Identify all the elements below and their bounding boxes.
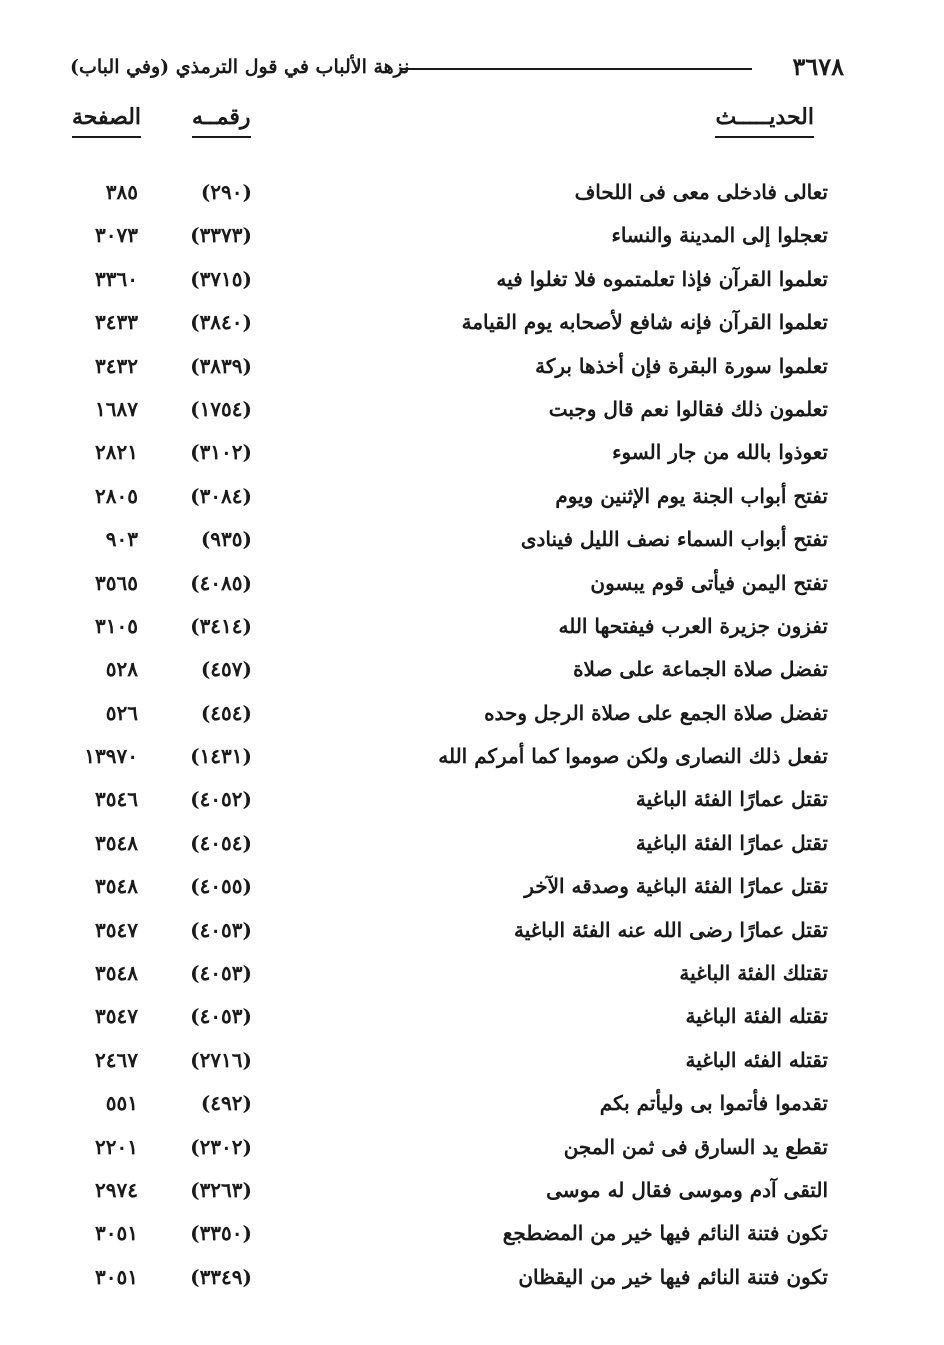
index-entry xyxy=(0,693,944,736)
hadith-number: (٣٧١٥) xyxy=(190,266,252,291)
hadith-text: تكون فتنة النائم فيها خير من اليقظان xyxy=(518,1264,828,1289)
page-reference: ١٦٨٧ xyxy=(95,396,138,421)
page-reference: ٣٣٦٠ xyxy=(95,266,138,291)
hadith-number: (٢٧١٦) xyxy=(190,1047,252,1072)
page-reference: ٢٨٢١ xyxy=(95,440,138,465)
hadith-text: تعلموا سورة البقرة فإن أخذها بركة xyxy=(535,353,828,378)
hadith-index-list xyxy=(0,172,944,1300)
page-reference: ٣٥٤٨ xyxy=(95,874,138,899)
hadith-text: تقتل عمارًا رضى الله عنه الفئة الباغية xyxy=(514,917,828,942)
hadith-text: تفتح اليمن فيأتى قوم يبسون xyxy=(590,570,828,595)
hadith-text: تقتل عمارًا الفئة الباغية xyxy=(635,830,828,855)
index-entry xyxy=(0,432,944,475)
hadith-number: (١٧٥٤) xyxy=(190,396,252,421)
hadith-number: (٤٠٥٥) xyxy=(190,874,252,899)
hadith-number: (٣٣٥٠) xyxy=(190,1221,252,1246)
hadith-text: تفعل ذلك النصارى ولكن صوموا كما أمركم الله xyxy=(438,744,828,769)
hadith-text: تقطع يد السارق فى ثمن المجن xyxy=(563,1134,828,1159)
index-entry xyxy=(0,823,944,866)
index-entry xyxy=(0,563,944,606)
hadith-number: (٤٠٥٣) xyxy=(190,917,252,942)
page-reference: ٣٤٣٣ xyxy=(95,310,138,335)
hadith-number: (٤٠٨٥) xyxy=(190,570,252,595)
header-title: نزهة الألباب في قول الترمذي (وفي الباب) xyxy=(70,56,410,78)
hadith-text: تفتح أبواب الجنة يوم الإثنين ويوم xyxy=(555,483,828,508)
index-entry xyxy=(0,389,944,432)
index-entry xyxy=(0,779,944,822)
hadith-number: (٤٩٢) xyxy=(200,1091,252,1116)
hadith-text: تفضل صلاة الجمع على صلاة الرجل وحده xyxy=(484,700,828,725)
hadith-number: (٣٨٤٠) xyxy=(190,310,252,335)
index-entry xyxy=(0,346,944,389)
hadith-text: تقتلك الفئة الباغية xyxy=(679,961,828,986)
page-reference: ٣٥٦٥ xyxy=(95,570,138,595)
index-entry xyxy=(0,866,944,909)
running-header xyxy=(70,52,844,88)
hadith-text: تكون فتنة النائم فيها خير من المضطجع xyxy=(502,1221,828,1246)
hadith-number: (٤٥٤) xyxy=(200,700,252,725)
page-reference: ٣٤٣٢ xyxy=(95,353,138,378)
page-reference: ٣٥٤٧ xyxy=(95,1004,138,1029)
index-entry xyxy=(0,1257,944,1300)
hadith-number: (٣٨٣٩) xyxy=(190,353,252,378)
column-header-page xyxy=(72,104,141,138)
hadith-number: (٣٢٦٣) xyxy=(190,1177,252,1202)
hadith-number: (٣٣٤٩) xyxy=(190,1264,252,1289)
page-reference: ٣١٠٥ xyxy=(95,613,138,638)
page-reference: ٣٥٤٨ xyxy=(95,961,138,986)
page-reference: ٥٢٦ xyxy=(105,700,138,725)
column-header-hadith-label: الحديـــــث xyxy=(715,104,814,138)
hadith-number: (٤٠٥٤) xyxy=(190,830,252,855)
column-header-hadith xyxy=(715,104,814,138)
hadith-text: تعوذوا بالله من جار السوء xyxy=(612,440,828,465)
header-rule xyxy=(400,68,752,70)
hadith-text: تعلمون ذلك فقالوا نعم قال وجبت xyxy=(548,396,828,421)
hadith-number: (٤٠٥٣) xyxy=(190,961,252,986)
index-entry xyxy=(0,649,944,692)
hadith-text: تعلموا القرآن فإنه شافع لأصحابه يوم القيامة xyxy=(461,310,828,335)
column-header-page-label: الصفحة xyxy=(72,104,141,138)
index-entry xyxy=(0,1040,944,1083)
index-entry xyxy=(0,215,944,258)
index-entry xyxy=(0,1127,944,1170)
hadith-number: (٢٣٠٢) xyxy=(190,1134,252,1159)
hadith-text: تفزون جزيرة العرب فيفتحها الله xyxy=(558,613,828,638)
hadith-number: (٣٠٨٤) xyxy=(190,483,252,508)
hadith-text: تقدموا فأتموا بى وليأتم بكم xyxy=(599,1091,828,1116)
page-reference: ٣٠٥١ xyxy=(95,1221,138,1246)
index-entry xyxy=(0,996,944,1039)
hadith-text: تعلموا القرآن فإذا تعلمتموه فلا تغلوا فيه xyxy=(496,266,828,291)
page-reference: ٢٤٦٧ xyxy=(95,1047,138,1072)
hadith-text: تفتح أبواب السماء نصف الليل فينادى xyxy=(520,527,828,552)
index-entry xyxy=(0,172,944,215)
page-reference: ٣٥٤٨ xyxy=(95,830,138,855)
index-entry xyxy=(0,1213,944,1256)
column-header-number-label: رقمــه xyxy=(192,104,251,138)
hadith-number: (٢٩٠) xyxy=(200,180,252,204)
hadith-text: تعجلوا إلى المدينة والنساء xyxy=(611,223,828,248)
page-reference: ٢٩٧٤ xyxy=(95,1177,138,1202)
hadith-text: تقتله الفئه الباغية xyxy=(685,1047,828,1072)
index-entry xyxy=(0,302,944,345)
hadith-number: (٤٥٧) xyxy=(200,657,252,682)
index-entry xyxy=(0,1083,944,1126)
hadith-text: تقتل عمارًا الفئة الباغية وصدقه الآخر xyxy=(524,874,828,899)
index-entry xyxy=(0,736,944,779)
index-entry xyxy=(0,1170,944,1213)
page-reference: ٥٥١ xyxy=(105,1091,138,1116)
hadith-number: (٤٠٥٢) xyxy=(190,787,252,812)
page-reference: ٣٨٥ xyxy=(105,180,138,204)
index-entry xyxy=(0,519,944,562)
index-entry xyxy=(0,910,944,953)
hadith-number: (٣٣٧٣) xyxy=(190,223,252,248)
hadith-number: (٣٤١٤) xyxy=(190,613,252,638)
index-entry xyxy=(0,476,944,519)
hadith-text: تقتل عمارًا الفئة الباغية xyxy=(635,787,828,812)
column-header-number xyxy=(192,104,251,138)
hadith-text: تقتله الفئة الباغية xyxy=(685,1004,828,1029)
hadith-text: تفضل صلاة الجماعة على صلاة xyxy=(573,657,828,682)
page-reference: ٩٠٣ xyxy=(105,527,138,552)
page-reference: ١٣٩٧٠ xyxy=(84,744,138,769)
hadith-text: التقى آدم وموسى فقال له موسى xyxy=(546,1177,828,1202)
index-entry xyxy=(0,953,944,996)
hadith-number: (١٤٣١) xyxy=(190,744,252,769)
page-number: ٣٦٧٨ xyxy=(792,52,844,81)
hadith-number: (٩٣٥) xyxy=(200,527,252,552)
page-reference: ٥٢٨ xyxy=(105,657,138,682)
page-reference: ٢٢٠١ xyxy=(95,1134,138,1159)
hadith-number: (٤٠٥٣) xyxy=(190,1004,252,1029)
page-reference: ٣٥٤٧ xyxy=(95,917,138,942)
page-reference: ٣٥٤٦ xyxy=(95,787,138,812)
page-reference: ٣٠٥١ xyxy=(95,1264,138,1289)
hadith-number: (٣١٠٢) xyxy=(190,440,252,465)
page-reference: ٣٠٧٣ xyxy=(95,223,138,248)
index-entry xyxy=(0,259,944,302)
page-reference: ٢٨٠٥ xyxy=(95,483,138,508)
index-entry xyxy=(0,606,944,649)
hadith-text: تعالى فادخلى معى فى اللحاف xyxy=(574,180,828,204)
